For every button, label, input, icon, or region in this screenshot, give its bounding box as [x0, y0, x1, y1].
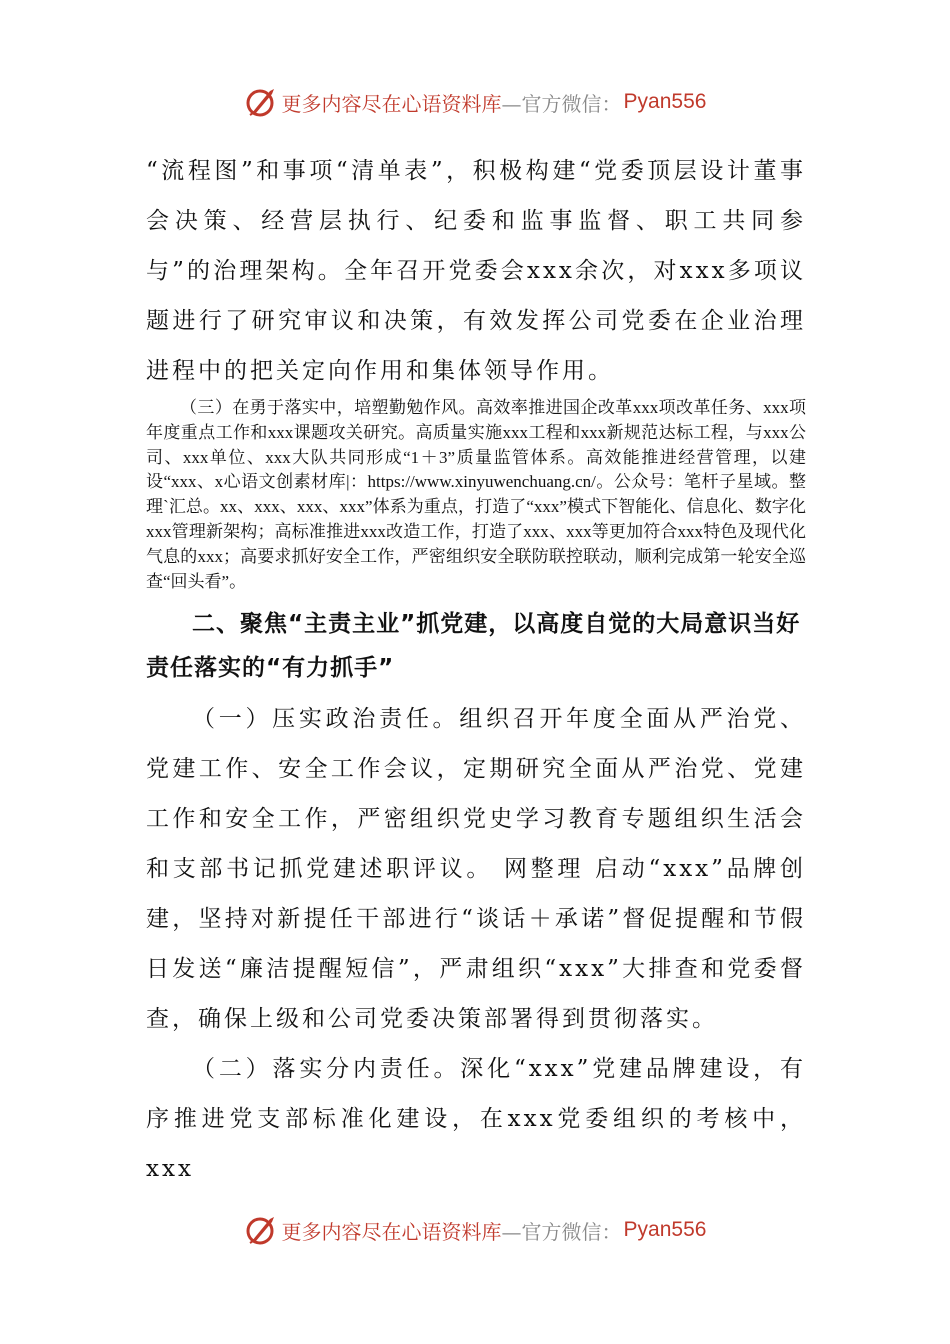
header-banner	[0, 82, 950, 122]
quill-logo-icon	[244, 1213, 278, 1247]
banner-title: 更多内容尽在心语资料库	[281, 91, 502, 116]
paragraph-governance: “流程图”和事项“清单表”，积极构建“党委顶层设计董事会决策、经营层执行、纪委和监事监督、职工共同参与”的治理架构。全年召开党委会xxx余次，对xxx多项议题进行了研究审议和决策，有效发挥公司党委在企业治理进程中的把关定向作用和集体领导作用。	[146, 158, 806, 384]
paragraph-political-responsibility: （一）压实政治责任。组织召开年度全面从严治党、党建工作、安全工作会议，定期研究全面从严治党、党建工作和安全工作，严密组织党史学习教育专题组织生活会和支部书记抓党建述职评议。 网整理 启动“xxx”品牌创建，坚持对新提任干部进行“谈话＋承诺”督促提醒和节假日发送“廉洁提醒短信”，严肃组织“xxx”大排查和党委督查，确保上级和公司党委决策部署得到贯彻落实。	[146, 706, 806, 1033]
section-heading-two: 二、聚焦“主责主业”抓党建，以高度自觉的大局意识当好责任落实的“有力抓手”	[146, 611, 801, 682]
quill-logo-icon	[244, 85, 278, 119]
banner-wechat-id: Pyan556	[623, 90, 707, 113]
banner-title: 更多内容尽在心语资料库	[281, 1219, 502, 1244]
page-body	[146, 146, 806, 1194]
banner-wechat-id: Pyan556	[623, 1218, 707, 1241]
banner-label: —官方微信：	[501, 91, 622, 116]
paragraph-internal-responsibility: （二）落实分内责任。深化“xxx”党建品牌建设，有序推进党支部标准化建设，在xxx党委组织的考核中，xxx	[146, 1056, 806, 1183]
paragraph-section-three: （三）在勇于落实中，培塑勤勉作风。高效率推进国企改革xxx项改革任务、xxx项年度重点工作和xxx课题攻关研究。高质量实施xxx工程和xxx新规范达标工程，与xxx公司、xxx单位、xxx大队共同形成“1＋3”质量监管体系。高效能推进经营管理，以建设“xxx、x心语文创素材库|：https://www.xinyuwenchuang.cn/。公众号：笔杆子星域。整理`汇总。xx、xxx、xxx、xxx”体系为重点，打造了“xxx”模式下智能化、信息化、数字化xxx管理新架构；高标准推进xxx改造工作，打造了xxx、xxx等更加符合xxx特色及现代化气息的xxx；高要求抓好安全工作，严密组织安全联防联控联动，顺利完成第一轮安全巡查“回头看”。	[146, 398, 806, 591]
banner-label: —官方微信：	[501, 1219, 622, 1244]
footer-banner	[0, 1210, 950, 1250]
